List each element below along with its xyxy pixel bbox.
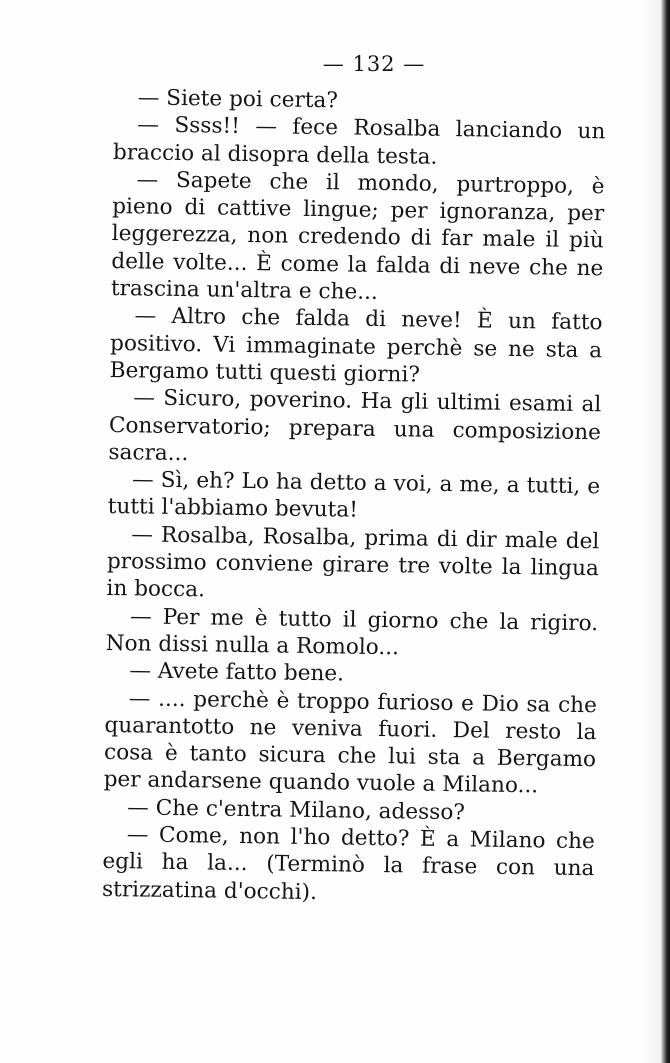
paragraph: — Altro che falda di neve! È un fatto positivo. Vi immaginate perchè se ne sta a Bergamo tutti questi giorni?	[109, 303, 603, 388]
paragraph: — Che c'entra Milano, adesso?	[127, 794, 466, 826]
paragraph: — Rosalba, Rosalba, prima di dir male del prossimo conviene girare tre volte la lingua in bocca.	[106, 522, 600, 603]
paragraph: — Come, non l'ho detto? È a Milano che egli ha la... (Terminò la frase con una strizzatina d'occhi).	[101, 822, 595, 905]
page-gutter-shadow	[641, 0, 661, 1063]
page-edge	[661, 0, 670, 1063]
paragraph: — Per me è tutto il giorno che la rigiro. Non dissi nulla a Romolo...	[105, 603, 599, 661]
paragraph: — Sapete che il mondo, purtroppo, è pieno di cattive lingue; per ignoranza, per leggerezza, non credendo di far male il più delle volte... È come la falda di neve che ne trascina un'altra e che...	[110, 167, 605, 306]
paragraph: — Sicuro, poverino. Ha gli ultimi esami al Conservatorio; prepara una composizione sacra...	[108, 385, 602, 467]
paragraph: — Sì, eh? Lo ha detto a voi, a me, a tutti, e tutti l'abbiamo bevuta!	[107, 467, 601, 524]
paragraph: — .... perchè è troppo furioso e Dio sa che quarantotto ne veniva fuori. Del resto la cosa è tanto sicura che lui sta a Bergamo per andarsene quando vuole a Milano...	[103, 685, 598, 799]
page-number: — 132 —	[322, 52, 426, 76]
paragraph: — Siete poi certa?	[137, 85, 339, 114]
body-text	[102, 84, 606, 910]
paragraph: — Avete fatto bene.	[129, 658, 345, 687]
paragraph: — Ssss!! — fece Rosalba lanciando un braccio al disopra della testa.	[112, 112, 606, 170]
